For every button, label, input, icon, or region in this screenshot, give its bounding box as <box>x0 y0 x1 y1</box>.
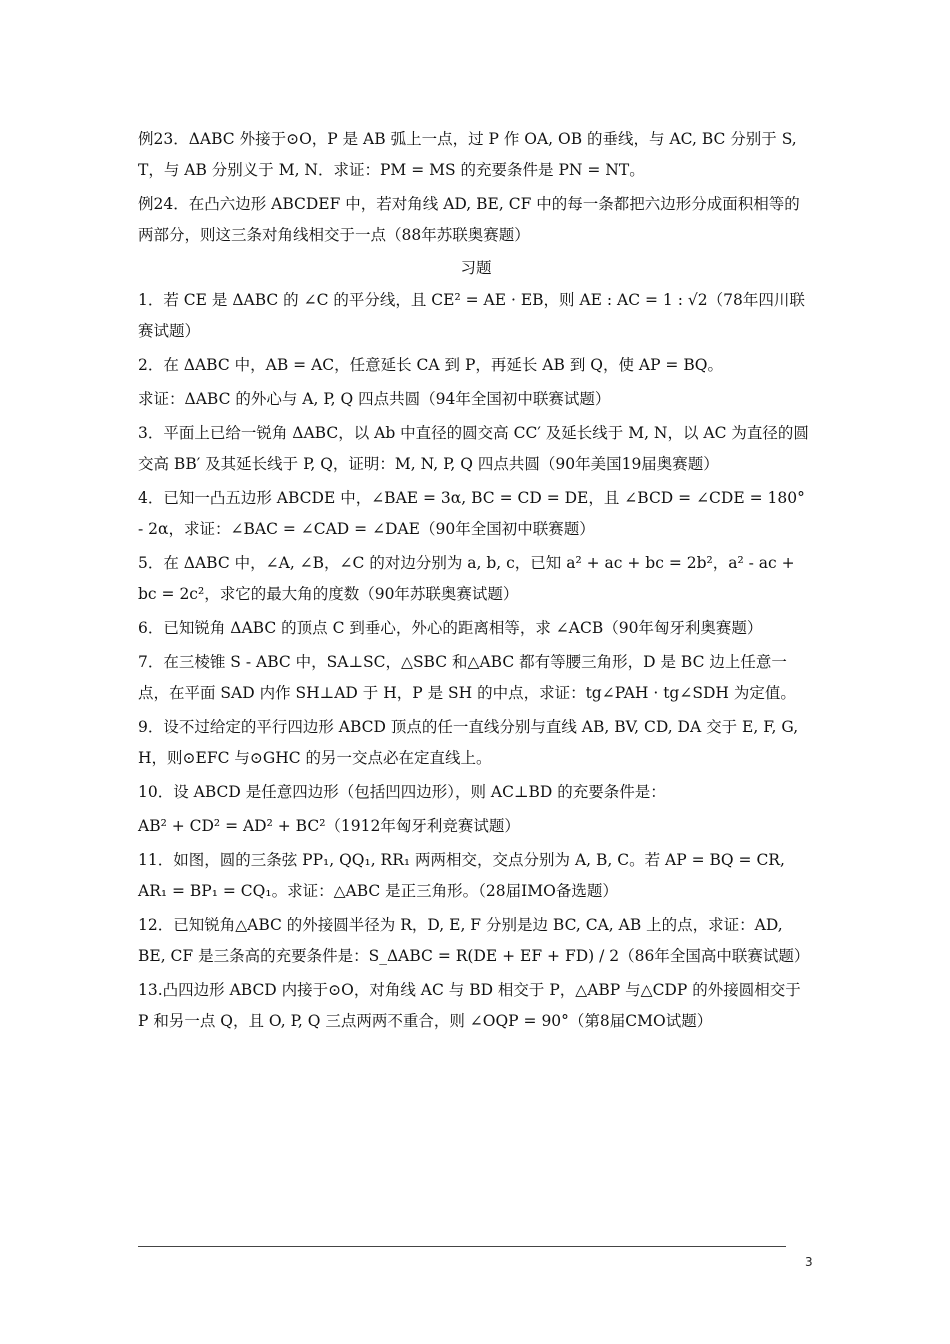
exercise-3: 3．平面上已给一锐角 ΔABC，以 Ab 中直径的圆交高 CC′ 及延长线于 M, N，以 AC 为直径的圆交高 BB′ 及其延长线于 P, Q，证明：M, N, P, Q 四点共圆（90年美国19届奥赛题） <box>138 424 809 473</box>
example-23: 例23．ΔABC 外接于⊙O，P 是 AB 弧上一点，过 P 作 OA, OB 的垂线，与 AC, BC 分别于 S, T，与 AB 分别义于 M, N．求证：PM = MS 的充要条件是 PN = NT。 <box>138 130 797 179</box>
example-24: 例24．在凸六边形 ABCDEF 中，若对角线 AD, BE, CF 中的每一条都把六边形分成面积相等的两部分，则这三条对角线相交于一点（88年苏联奥赛题） <box>138 195 800 244</box>
exercise-1: 1．若 CE 是 ΔABC 的 ∠C 的平分线，且 CE² = AE · EB，则 AE : AC = 1 : √2（78年四川联赛试题） <box>138 291 805 340</box>
exercise-13: 13.凸四边形 ABCD 内接于⊙O，对角线 AC 与 BD 相交于 P，△ABP 与△CDP 的外接圆相交于 P 和另一点 Q，且 O, P, Q 三点两两不重合，则 ∠OQP = 90°（第8届CMO试题） <box>138 981 801 1030</box>
exercise-10-condition: AB² + CD² = AD² + BC²（1912年匈牙利竞赛试题） <box>138 817 520 835</box>
exercise-12: 12．已知锐角△ABC 的外接圆半径为 R，D, E, F 分别是边 BC, CA, AB 上的点，求证：AD, BE, CF 是三条高的充要条件是：S_ΔABC = R(DE + EF + FD) / 2（86年全国高中联赛试题） <box>138 916 810 965</box>
footer-divider <box>138 1246 786 1247</box>
exercise-5: 5．在 ΔABC 中，∠A, ∠B，∠C 的对边分别为 a, b, c，已知 a² + ac + bc = 2b²，a² - ac + bc = 2c²，求它的最大角的度数（90年苏联奥赛试题） <box>138 554 795 603</box>
exercise-4: 4．已知一凸五边形 ABCDE 中，∠BAE = 3α, BC = CD = DE，且 ∠BCD = ∠CDE = 180° - 2α，求证：∠BAC = ∠CAD = ∠DAE（90年全国初中联赛题） <box>138 489 805 538</box>
exercise-2: 2．在 ΔABC 中，AB = AC，任意延长 CA 到 P，再延长 AB 到 Q，使 AP = BQ。 <box>138 356 723 374</box>
exercise-10: 10．设 ABCD 是任意四边形（包括凹四边形），则 AC⊥BD 的充要条件是： <box>138 783 666 801</box>
exercise-7: 7．在三棱锥 S - ABC 中，SA⊥SC，△SBC 和△ABC 都有等腰三角形，D 是 BC 边上任意一点，在平面 SAD 内作 SH⊥AD 于 H，P 是 SH 的中点，求证：tg∠PAH · tg∠SDH 为定值。 <box>138 653 796 702</box>
document-body <box>138 124 814 1040</box>
exercise-2-proof: 求证：ΔABC 的外心与 A, P, Q 四点共圆（94年全国初中联赛试题） <box>138 390 611 408</box>
exercise-6: 6．已知锐角 ΔABC 的顶点 C 到垂心，外心的距离相等，求 ∠ACB（90年匈牙利奥赛题） <box>138 619 763 637</box>
exercise-9: 9．设不过给定的平行四边形 ABCD 顶点的任一直线分别与直线 AB, BV, CD, DA 交于 E, F, G, H，则⊙EFC 与⊙GHC 的另一交点必在定直线上。 <box>138 718 799 767</box>
page-number: 3 <box>805 1255 813 1269</box>
exercise-11: 11．如图，圆的三条弦 PP₁, QQ₁, RR₁ 两两相交，交点分别为 A, B, C。若 AP = BQ = CR, AR₁ = BP₁ = CQ₁。求证：△ABC 是正三角形。（28届IMO备选题） <box>138 851 785 900</box>
section-title: 习题 <box>460 259 492 277</box>
